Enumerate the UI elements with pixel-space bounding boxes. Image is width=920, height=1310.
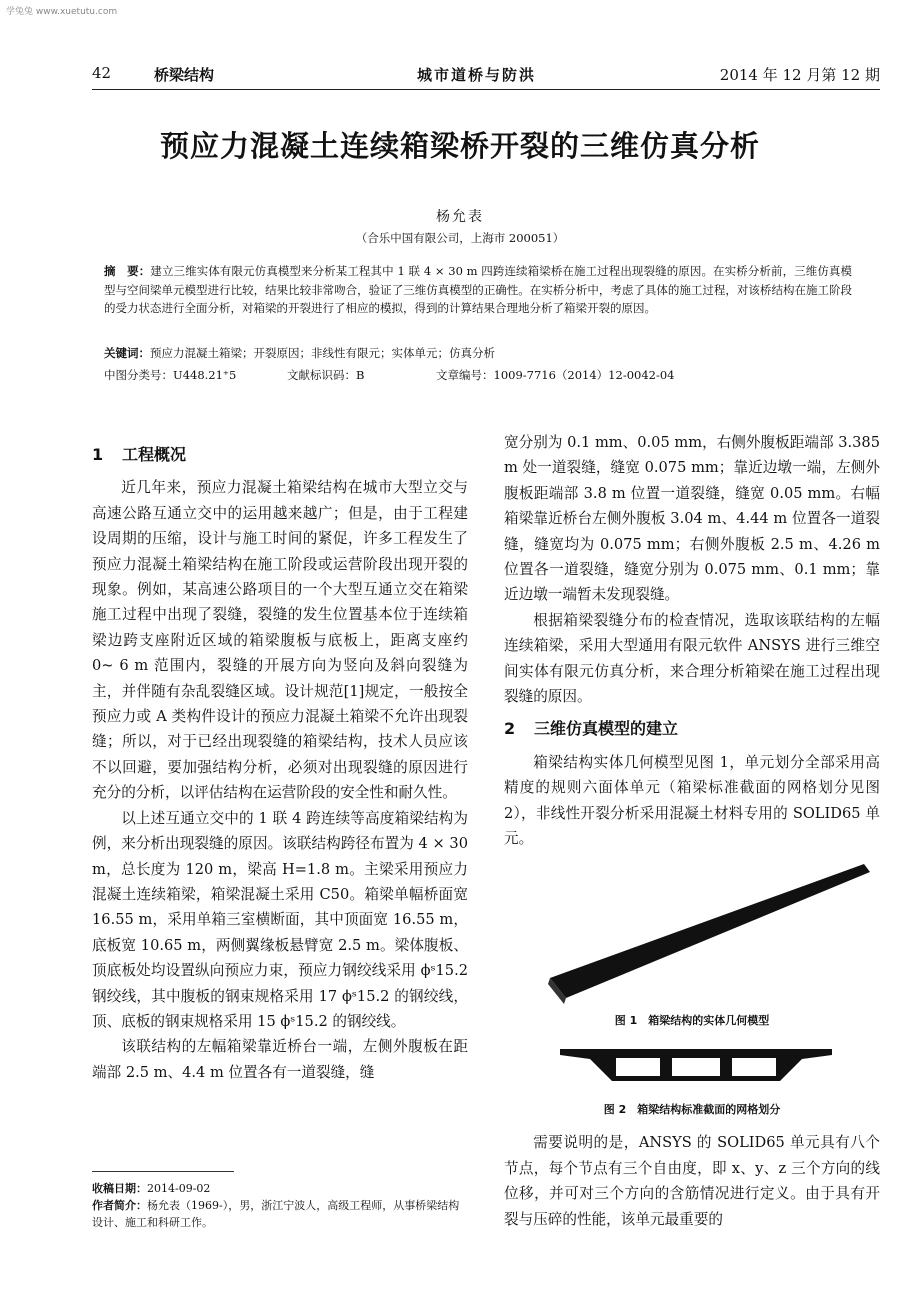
- author-affiliation: （合乐中国有限公司，上海市 200051）: [355, 231, 565, 245]
- received-date: [92, 1180, 468, 1197]
- running-header: [92, 64, 880, 88]
- keywords: [104, 345, 852, 361]
- section-1-title: 工程概况: [122, 445, 187, 464]
- figure-1-caption: 图 1 箱梁结构的实体几何模型: [614, 1013, 770, 1027]
- abstract-text: 建立三维实体有限元仿真模型来分析某工程其中 1 联 4 × 30 m 四跨连续箱梁桥在施工过程出现裂缝的原因。在实桥分析前，三维仿真模型与空间梁单元模型进行比较，结果比较非常吻合，验证了三维仿真模型的正确性。在实桥分析中，考虑了具体的施工过程，对该桥结构在施工阶段的受力状态进行全面分析，对箱梁的开裂进行了相应的模拟，得到的计算结果合理地分析了箱梁开裂的原因。: [104, 264, 853, 316]
- paragraph: 以上述互通立交中的 1 联 4 跨连续等高度箱梁结构为例，来分析出现裂缝的原因。该联结构跨径布置为 4 × 30 m，总长度为 120 m，梁高 H=1.8 m。主梁采用预应力混凝土连续箱梁，箱梁混凝土采用 C50。箱梁单幅桥面宽 16.55 m，采用单箱三室横断面，其中顶面宽 16.55 m，底板宽 10.65 m，两侧翼缘板悬臂宽 2.5 m。梁体腹板、顶底板处均设置纵向预应力束，预应力钢绞线采用 ϕˢ15.2 钢绞线，其中腹板的钢束规格采用 17 ϕˢ15.2 的钢绞线，顶、底板的钢束规格采用 15 ϕˢ15.2 的钢绞线。: [92, 809, 468, 1030]
- section-1-heading: [92, 442, 468, 467]
- received-label: 收稿日期：: [92, 1182, 147, 1195]
- received-value: 2014-09-02: [147, 1182, 211, 1195]
- section-2-heading: [504, 716, 880, 741]
- paragraph: 需要说明的是，ANSYS 的 SOLID65 单元具有八个节点，每个节点有三个自由度，即 x、y、z 三个方向的线位移，并可对三个方向的含筋情况进行定义。由于具有开裂与压碎的性能，该单元最重要的: [504, 1134, 880, 1228]
- abstract-label: 摘 要：: [104, 264, 151, 278]
- section-2-title: 三维仿真模型的建立: [534, 719, 679, 739]
- document-code: 文献标识码：B: [287, 368, 365, 382]
- cross-section-mesh: [504, 1041, 880, 1097]
- header-rule: [92, 89, 880, 90]
- watermark: 学兔兔 www.xuetutu.com: [6, 7, 118, 17]
- journal-name: 城市道桥与防洪: [417, 66, 537, 84]
- bio-label: 作者简介：: [92, 1199, 147, 1212]
- keywords-text: 预应力混凝土箱梁；开裂原因；非线性有限元；实体单元；仿真分析: [150, 346, 495, 360]
- right-column: [504, 430, 880, 1232]
- paragraph: 近几年来，预应力混凝土箱梁结构在城市大型立交与高速公路互通立交中的运用越来越广；但是，由于工程建设周期的压缩，设计与施工时间的紧促，许多工程发生了预应力混凝土箱梁结构在施工阶段或运营阶段出现开裂的现象。例如，某高速公路项目的一个大型互通立交在箱梁施工过程中出现了裂缝，裂缝的发生位置基本位于连续箱梁边跨支座附近区域的箱梁腹板与底板上，距离支座约 0~ 6 m 范围内，裂缝的开展方向为竖向及斜向裂缝为主，并伴随有杂乱裂缝区域。设计规范[1]规定，一般按全预应力或 A 类构件设计的预应力混凝土箱梁不允许出现裂缝；所以，对于已经出现裂缝的箱梁结构，技术人员应该不以回避，要加强结构分析，必须对出现裂缝的原因进行充分的分析，以评估结构在运营阶段的安全性和耐久性。: [92, 479, 468, 802]
- paragraph: 箱梁结构实体几何模型见图 1，单元划分全部采用高精度的规则六面体单元（箱梁标准截面的网格划分见图 2），非线性开裂分析采用混凝土材料专用的 SOLID65 单元。: [504, 753, 881, 848]
- article-title: 预应力混凝土连续箱梁桥开裂的三维仿真分析: [159, 129, 760, 163]
- bio-value: 杨允表（1969-），男，浙江宁波人，高级工程师，从事桥梁结构设计、施工和科研工作。: [92, 1199, 460, 1229]
- issue-date: 2014 年 12 月第 12 期: [719, 66, 880, 84]
- footnote: [92, 1180, 468, 1231]
- author-name: 杨允表: [436, 209, 484, 225]
- classification-line: [104, 367, 852, 385]
- page-number: 42: [92, 64, 112, 82]
- left-column: [92, 442, 468, 1085]
- author-bio: [92, 1197, 468, 1231]
- section-1-number: 1: [92, 445, 104, 464]
- paragraph: 宽分别为 0.1 mm、0.05 mm，右侧外腹板距端部 3.385 m 处一道裂缝，缝宽 0.075 mm；靠近边墩一端，左侧外腹板距端部 3.8 m 位置一道裂缝，缝宽 0.05 mm。右幅箱梁靠近桥台左侧外腹板 3.04 m、4.44 m 位置各一道裂缝，缝宽均为 0.075 mm；右侧外腹板 2.5 m、4.26 m 位置各一道裂缝，缝宽分别为 0.075 mm、0.1 mm；靠近边墩一端暂未发现裂缝。: [504, 434, 880, 604]
- section-2-number: 2: [504, 719, 516, 739]
- article-number: 文章编号：1009-7716（2014）12-0042-04: [436, 368, 675, 382]
- abstract: [104, 262, 852, 318]
- paragraph: 根据箱梁裂缝分布的检查情况，选取该联结构的左幅连续箱梁，采用大型通用有限元软件 ANSYS 进行三维空间实体有限元仿真分析，来合理分析箱梁在施工过程出现裂缝的原因。: [504, 611, 880, 706]
- keywords-label: 关键词：: [104, 346, 150, 360]
- section-name: 桥梁结构: [154, 66, 215, 84]
- figure-2-caption: 图 2 箱梁结构标准截面的网格划分: [603, 1102, 781, 1116]
- box-girder-3d-model: [504, 858, 880, 1008]
- paragraph: 该联结构的左幅箱梁靠近桥台一端，左侧外腹板在距端部 2.5 m、4.4 m 位置各有一道裂缝，缝: [92, 1038, 468, 1081]
- clc-number: 中图分类号：U448.21⁺5: [104, 368, 237, 382]
- figure-2: [504, 1041, 880, 1097]
- footnote-rule: [92, 1171, 234, 1172]
- figure-1: [504, 858, 880, 1008]
